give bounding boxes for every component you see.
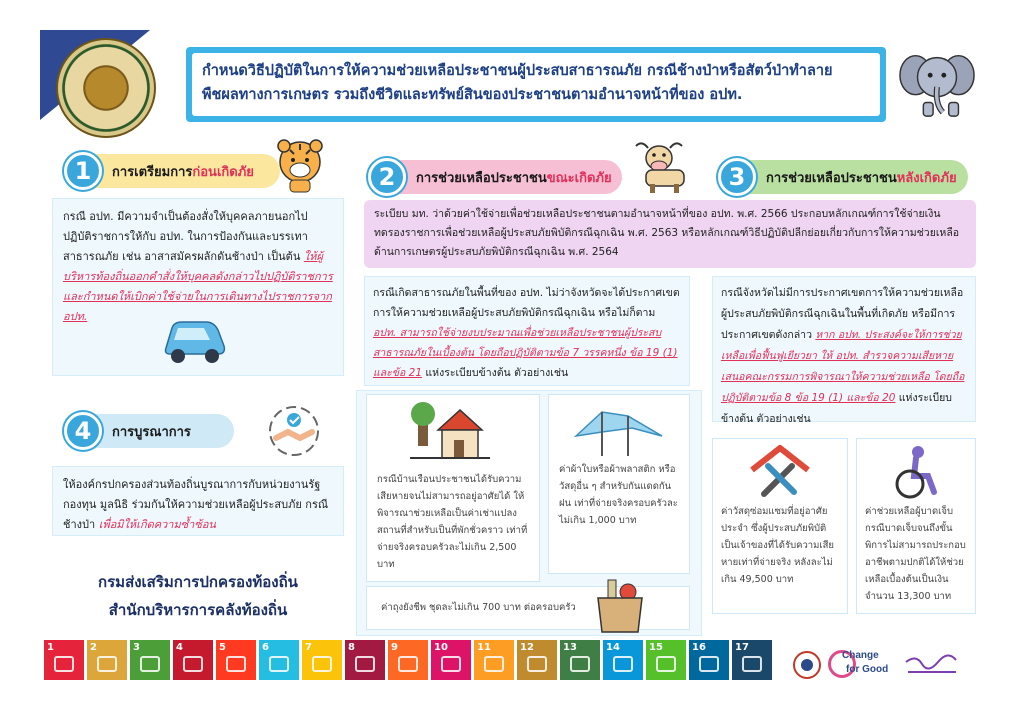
sdg-7-icon (302, 640, 342, 680)
card-food-text: ค่าถุงยังชีพ ชุดละไม่เกิน 700 บาท ต่อครอบครัว (381, 602, 576, 613)
sdg-12-icon (517, 640, 557, 680)
sdg-number: 3 (133, 642, 140, 653)
footer-org-2: สำนักบริหารการคลังท้องถิ่น (108, 601, 288, 619)
handshake-icon (262, 402, 326, 460)
tiger-icon (272, 136, 328, 194)
title-line-1: กำหนดวิธีปฏิบัติในการให้ความช่วยเหลือประชาชนผู้ประสบสาธารณภัย กรณีช้างป่าหรือสัตว์ป่าทำลาย (202, 63, 833, 79)
sdg-glyph-icon (613, 656, 633, 672)
section-2-label: การช่วยเหลือประชาชนขณะเกิดภัย (416, 170, 612, 186)
sdg-16-icon (689, 640, 729, 680)
integration-text: ให้องค์กรปกครองส่วนท้องถิ่นบูรณาการกับหน่วยงานรัฐ กองทุน มูลนิธิ ร่วมกันให้ความช่วยเหลือผู้ประสบภัย กรณีช้างป่า (63, 478, 329, 531)
sdg-icons-row (44, 640, 772, 680)
sdg-number: 13 (563, 642, 577, 653)
car-icon (158, 312, 230, 366)
tarp-icon (572, 406, 666, 460)
sdg-glyph-icon (269, 656, 289, 672)
during-text: กรณีเกิดสาธารณภัยในพื้นที่ของ อปท. ไม่ว่าจังหวัดจะได้ประกาศเขตการให้ความช่วยเหลือผู้ประสบภัยพิบัติกรณีฉุกเฉิน หรือไม่ก็ตาม (373, 287, 680, 319)
integration-panel (52, 466, 344, 536)
sdg-glyph-icon (183, 656, 203, 672)
sdg-glyph-icon (97, 656, 117, 672)
footer-org (52, 568, 344, 624)
section-1-header (64, 154, 280, 188)
sdg-glyph-icon (656, 656, 676, 672)
sdg-2-icon (87, 640, 127, 680)
wheelchair-icon (888, 444, 942, 500)
sdg-number: 17 (735, 642, 749, 653)
during-panel (364, 276, 690, 386)
sdg-number: 7 (305, 642, 312, 653)
section-1-label: การเตรียมการก่อนเกิดภัย (112, 164, 254, 180)
section-4-header (64, 414, 234, 448)
during-tail-text: แห่งระเบียบข้างต้น ตัวอย่างเช่น (425, 367, 569, 379)
card-tent-text: ค่าผ้าใบหรือผ้าพลาสติก หรือวัสดุอื่น ๆ สำหรับกันแดดกันฝน เท่าที่จ่ายจริงครอบครัวละไม่เกิน 1,000 บาท (559, 464, 678, 526)
sdg-glyph-icon (570, 656, 590, 672)
sdg-number: 5 (219, 642, 226, 653)
sdg-number: 10 (434, 642, 448, 653)
sdg-glyph-icon (484, 656, 504, 672)
cow-icon (628, 138, 690, 194)
regulation-panel (364, 200, 976, 268)
prep-text: กรณี อปท. มีความจำเป็นต้องสั่งให้บุคคลภายนอกไปปฏิบัติราชการให้กับ อปท. ในการป้องกันและบรรเทาสาธารณภัย เช่น อาสาสมัครผลักดันช้างป่า เป็นต้น (63, 210, 308, 263)
tools-house-icon (746, 444, 814, 500)
sdg-glyph-icon (140, 656, 160, 672)
grocery-bag-icon (592, 576, 648, 634)
sdg-glyph-icon (355, 656, 375, 672)
sdg-glyph-icon (226, 656, 246, 672)
change-line-1: Change (842, 650, 879, 661)
sdg-number: 8 (348, 642, 355, 653)
prep-red-text: ให้ผู้บริหารท้องถิ่นออกคำสั่งให้บุคคลดังกล่าวไปปฏิบัติราชการ และกำหนดให้เบิกค่าใช้จ่ายในการเดินทางไปราชการจาก อปท. (63, 250, 333, 323)
section-1-number: 1 (64, 152, 102, 190)
section-4-label: การบูรณาการ (112, 424, 191, 440)
after-text: กรณีจังหวัดไม่มีการประกาศเขตการให้ความช่วยเหลือผู้ประสบภัยพิบัติกรณีฉุกเฉินในพื้นที่เกิดภัย หรือมีการประกาศเขตดังกล่าว (721, 287, 964, 341)
fiscal-logo-icon (792, 650, 822, 680)
sdg-glyph-icon (742, 656, 762, 672)
sdg-number: 6 (262, 642, 269, 653)
change-for-good-logo (828, 648, 898, 682)
sdg-number: 1 (47, 642, 54, 653)
change-line-2: for Good (846, 664, 889, 675)
integration-red-text: เพื่อมิให้เกิดความซ้ำซ้อน (98, 518, 216, 531)
sdg-5-icon (216, 640, 256, 680)
sdg-glyph-icon (398, 656, 418, 672)
card-repair-text: ค่าวัสดุซ่อมแซมที่อยู่อาศัยประจำ ซึ่งผู้ประสบภัยพิบัติเป็นเจ้าของที่ได้รับความเสียหายเท่าที่จ่ายจริง หลังละไม่เกิน 49,500 บาท (721, 506, 834, 585)
sdg-8-icon (345, 640, 385, 680)
sdg-3-icon (130, 640, 170, 680)
sdg-11-icon (474, 640, 514, 680)
section-4-number: 4 (64, 412, 102, 450)
title-line-2: พืชผลทางการเกษตร รวมถึงชีวิตและทรัพย์สินของประชาชนตามอำนาจหน้าที่ของ อปท. (202, 87, 743, 103)
section-3-label: การช่วยเหลือประชาชนหลังเกิดภัย (766, 170, 957, 186)
sdg-number: 4 (176, 642, 183, 653)
sdg-4-icon (173, 640, 213, 680)
card-house-text: กรณีบ้านเรือนประชาชนได้รับความเสียหายจนไม่สามารถอยู่อาศัยได้ ให้พิจารณาช่วยเหลือเป็นค่าเช่าแปลงสถานที่สำหรับเป็นที่พักชั่วคราว เท่าที่จ่ายจริงครอบครัวละไม่เกิน 2,500 บาท (377, 474, 528, 570)
section-3-number: 3 (718, 158, 756, 196)
sdg-glyph-icon (441, 656, 461, 672)
sdg-10-icon (431, 640, 471, 680)
sdg-glyph-icon (54, 656, 74, 672)
after-tail-text: แห่งระเบียบข้างต้น ตัวอย่างเช่น (721, 392, 952, 425)
house-icon (410, 400, 490, 464)
sdg-15-icon (646, 640, 686, 680)
after-panel (712, 276, 976, 425)
sdg-glyph-icon (527, 656, 547, 672)
sdg-number: 15 (649, 642, 663, 653)
sdg-glyph-icon (312, 656, 332, 672)
section-3-header (718, 160, 968, 194)
sdg-number: 16 (692, 642, 706, 653)
during-red-text: อปท. สามารถใช้จ่ายงบประมาณเพื่อช่วยเหลือประชาชนผู้ประสบสาธารณภัยในเบื้องต้น โดยถือปฏิบัติตามข้อ 7 วรรคหนึ่ง ข้อ 19 (1) และข้อ 21 (373, 327, 678, 379)
section-2-number: 2 (368, 158, 406, 196)
sdg-number: 12 (520, 642, 534, 653)
sdg-17-icon (732, 640, 772, 680)
sdg-number: 14 (606, 642, 620, 653)
sdg-14-icon (603, 640, 643, 680)
footer-org-1: กรมส่งเสริมการปกครองท้องถิ่น (98, 573, 298, 591)
dla-seal-logo (56, 38, 156, 138)
page-title (192, 53, 880, 116)
signature-logo-icon (902, 652, 962, 680)
section-2-header (368, 160, 622, 194)
sdg-6-icon (259, 640, 299, 680)
sdg-number: 9 (391, 642, 398, 653)
sdg-9-icon (388, 640, 428, 680)
card-injury-text: ค่าช่วยเหลือผู้บาดเจ็บ กรณีบาดเจ็บจนถึงขั้นพิการไม่สามารถประกอบอาชีพตามปกติได้ให้ช่วยเหลือเบื้องต้นเป็นเงินจำนวน 13,300 บาท (865, 506, 966, 602)
after-red-text: หาก อปท. ประสงค์จะให้การช่วยเหลือเพื่อฟื้นฟูเยียวยา ให้ อปท. สำรวจความเสียหายเสนอคณะกรรมการพิจารณาให้ความช่วยเหลือ โดยถือปฏิบัติตามข้อ 8 ข้อ 19 (1) และข้อ 20 (721, 329, 965, 404)
sdg-glyph-icon (699, 656, 719, 672)
regulation-text: ระเบียบ มท. ว่าด้วยค่าใช้จ่ายเพื่อช่วยเหลือประชาชนตามอำนาจหน้าที่ของ อปท. พ.ศ. 2566 ประกอบหลักเกณฑ์การใช้จ่ายเงินทดรองราชการเพื่อช่วยเหลือผู้ประสบภัยพิบัติกรณีฉุกเฉิน พ.ศ. 2563 หรือหลักเกณฑ์วิธีปฏิบัติปลีกย่อยเกี่ยวกับการให้ความช่วยเหลือด้านการเกษตรผู้ประสบภัยพิบัติกรณีฉุกเฉิน พ.ศ. 2564 (374, 208, 960, 258)
sdg-13-icon (560, 640, 600, 680)
sdg-1-icon (44, 640, 84, 680)
sdg-number: 11 (477, 642, 491, 653)
elephant-icon (898, 44, 976, 122)
sdg-number: 2 (90, 642, 97, 653)
